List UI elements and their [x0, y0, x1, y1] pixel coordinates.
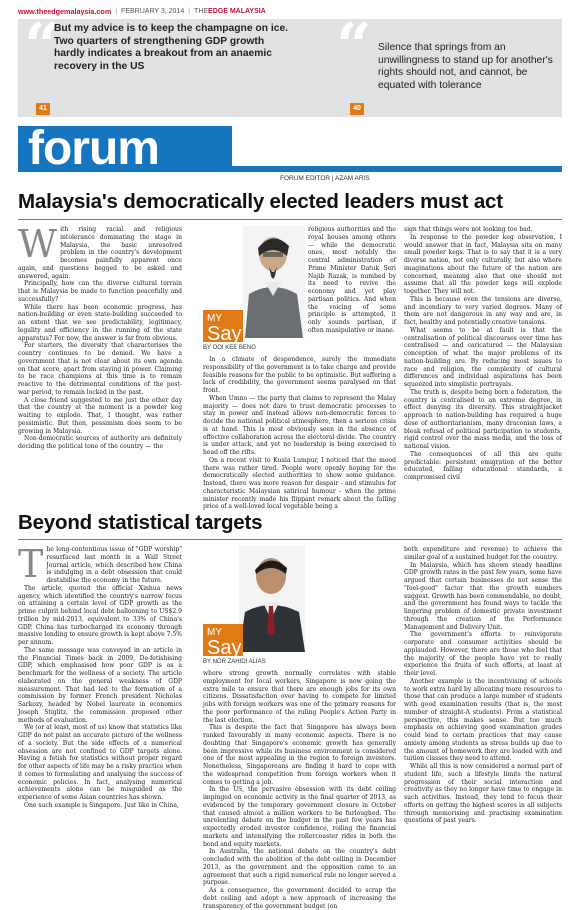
page-ref-41[interactable]: 41 — [36, 103, 50, 115]
forum-editor: FORUM EDITOR | AZAM ARIS — [280, 175, 370, 182]
pull-quote-1: But my advice is to keep the champagne on ice. Two quarters of strengthening GDP growth hardly indicates a breakout from an anaemic recovery in the US — [54, 23, 289, 72]
drop-cap: W — [18, 222, 58, 266]
quote-mark-icon: “ — [24, 9, 60, 82]
headline-rule — [18, 219, 562, 220]
article-1-col-2-bottom: In a climate of despondence, surely the immediate responsibility of the government is to take charge and provide feasible reasons for the public to be optimistic. But suffering a lack of credibility, the government seems paralysed on that front. When Umno — the party that claims to represent the Malay majority — does not dare to trust democratic processes to stay in power and instead allows non-democratic forces to decide the national political atmosphere, then a serious crisis is at hand. This is most obviously seen in the absence of effective collaboration across the electoral divide. The country is under attack, and yet no leadership is being exercised to head off the rifts. On a recent visit to Kuala Lumpur, I noticed that the mood there was rather tired. People were openly hoping for the democratically elected authorities to show some guidance. Instead, there was more reason for despair - and stimulus for characteristic Malaysian satirical humour - when the prime minister recently made his flippant remark about the falling price of a well-loved local vegetable being a — [203, 356, 396, 511]
article-1-col-2-top: religious authorities and the royal houses among others — while the democratic ones, most notably the central administration of Prime Minister Datuk Seri Najib Razak, is numbed by its need to revive the economy and yet play partisan politics. And when the voicing of some principle is attempted, it only sounds partisan, if often manipulative or inane. — [308, 226, 396, 334]
divider: | — [188, 7, 191, 15]
article-1-col-3: sign that things were not looking too bad. In response to the powder keg observation, I would answer that in fact, Malaysia sits on many small powder kegs. That is to say that it is a very diverse nation, not only culturally, but also where imaginations about the future of the nation are concerned, meaning also that one should not assume that all the powder kegs will explode together. They will not. This is because even the tensions are diverse, and incendiary to very varied degrees. Many of them are not dangerous in any way and are, in fact, healthy and potentially creative tensions. What seems to be at fault is that the centralisation of political discourses over time has centralised — and caricatured — the Malaysian conception of what the major problems of its nation-building are. By reducing most issues to race and religion, the complexity of cultural differences and individual aspirations has been squeezed into simplistic portrayals. The truth is, despite being born a federation, the country is centralised to an extreme degree, in effect denying its diversity. This straightjacket approach to nation-building has required a huge dose of authoritarianism, many draconian laws, a bleak refusal of political participation to students, rigid control over the mass media, and the loss of national vision. The consequences of all this are quite predictable: persistent emigration of the better educated, falling educational standards, a compromised civil — [404, 226, 562, 481]
article-2-col-2: where strong growth normally correlates with stable employment for local workers, Singapore is now going the extra mile to ensure that there are enough jobs for its own citizens. Dissatisfaction over having to compete for limited jobs with foreign workers was one of the primary reasons for the poor performance of the ruling People's Action Party in the last election. This is despite the fact that Singapore has always been ranked favourably in many economic aspects. There is no doubting that Singapore's economic growth has generally been impressive while its business environment is considered one of the most appealing in the region to foreign investors. Nonetheless, Singaporeans are finding it hard to cope with the widespread competition from foreign workers when it comes to getting a job. In the US, the pervasive obsession with its debt ceiling impinged on economic activity in the final quarter of 2013, as evidenced by the temporary government closure in October that caused almost a million workers to be furloughed. The unrelenting debate on the budget in the past few years has expectedly eroded investor confidence, roiling the financial markets and intensifying the rollercoaster rides in both the bond and equity markets. In Australia, the national debate on the country's debt concluded with the abolition of the debt ceiling in December 2013, as the government and the opposition came to an agreement that such a rigid numerical rule no longer served a purpose. As a consequence, the government decided to scrap the debt ceiling and adopt a new approach of increasing the transparency of the government budget (on — [203, 670, 396, 910]
article-1-headline: Malaysia's democratically elected leaders must act — [18, 190, 503, 213]
byline: BY OOI KEE BENG — [203, 345, 256, 351]
my-say-badge: MY Say — [203, 624, 243, 656]
site-url[interactable]: www.theedgemalaysia.com — [18, 6, 112, 16]
article-1-body — [18, 222, 562, 511]
publication-name: THEEDGE MALAYSIA — [194, 7, 266, 15]
issue-date: FEBRUARY 3, 2014 — [121, 7, 185, 15]
drop-cap: T — [18, 542, 44, 586]
article-2-headline: Beyond statistical targets — [18, 511, 263, 534]
my-say-badge: MY Say — [203, 310, 243, 342]
section-banner-rule — [232, 166, 562, 172]
section-title: forum — [28, 122, 159, 175]
section-banner — [18, 122, 562, 182]
article-1-col-1: With rising racial and religious intolerance dominating the stage in Malaysia, the basic unresolved problem in the country's development becomes painfully apparent once again, and questions begged to be asked and answered, again. Principally, how can the diverse cultural terrain that is Malaysia be made to function peacefully and successfully? While there has been economic progress, has nation-building or even state-building succeeded to an extent that we see predictability, legitimacy, legality and efficiency in the running of the state apparatus? For now, the answer is far from obvious. For starters, the diversity that characterises the country continues to be denied. We have a government that is not clear about its own agenda on that score, apart from staying in power. Claiming to be race champions at this time is to remain reactive to the detrimental conditions of the post-war period, to remain locked in the past. A close friend suggested to me just the other day that the country at the moment is a powder keg waiting to explode. That, I thought, was rather pessimistic. But then, pessimism does seem to be growing in Malaysia. Non-democratic sources of authority are definitely deciding the political tone of the country — the — [18, 222, 182, 450]
headline-rule — [18, 539, 562, 540]
article-2-col-3: both expenditure and revenue) to achieve the similar goal of a sustained budget for the country. In Malaysia, which has shown steady headline GDP growth rates in the past few years, some have argued that certain businesses do not sense the "feel-good" factor that the growth numbers suggest. Growth has been commendable, no doubt, and the government has found ways to tackle the lingering problem of domestic private investment through the creation of the Performance Management and Delivery Unit. The government's efforts to reinvigorate corporate and consumer activities should be applauded. However, there are those who feel that the majority of the people have yet to really experience the fruits of such efforts, at least at their level. Another example is the incentivising of schools to work extra hard by allocating more resources to those that can produce a large number of students with good examination results (that is, the most number of straight-A students). From a statistical perspective, this makes sense. But too much emphasis on achieving good examination grades could lead to certain practices that may cause anxiety among students as stress builds up due to the amount of homework they are loaded with and tuition classes they need to attend. While all this is now considered a normal part of student life, such a lifestyle limits the natural progression of their social interaction and creativity as they no longer have time to engage in such activities. Instead, they tend to focus their efforts on getting the highest scores in all subjects through memorising and practising examination questions of past years. — [404, 546, 562, 825]
byline: BY NOR ZAHIDI ALIAS — [203, 659, 266, 665]
article-2-col-1: The long-contentious issue of "GDP worship" resurfaced last month in a Wall Street Journal article, which described how China is indulging in a debt obsession that could destabilise the economy in the future. The article, quoted the official Xinhua news agency, which identified the country's narrow focus on attaining a certain level of GDP growth as the prime culprit behind local debt ballooning to US$2.9 trillion by mid-2013, equivalent to 33% of China's GDP. China has turbocharged its economy through massive lending to ensure growth is kept above 7.5% per annum. The same message was conveyed in an article in the Financial Times back in 2009, De-fetishising GDP, which emphasised how poor GDP is as a benchmark for the wellness of a society. The article elaborated on the general weakness of GDP measurement. That had led to the formation of a commission by former French president Nicholas Sarkozy, headed by Nobel laureate in economics Joseph Stiglitz, the commission proposed other methods of evaluation. We (or at least, most of us) know that statistics like GDP do not paint an accurate picture of the wellness of a society. But the side effects of a numerical obsession are not confined to GDP targets alone. Having a fetish for statistics without proper regard for other aspects of life may be a risky practice when it comes to formulating and analysing the success of economic policies. In fact, analysing numerical achievements alone can be misguided as the experience of some Asian countries has shown. One such example is Singapore. Just like in China, — [18, 542, 182, 809]
pull-quote-2: Silence that springs from an unwillingness to stand up for another's rights should not, and cannot, be equated with tolerance — [378, 42, 553, 91]
article-2-body — [18, 542, 562, 910]
divider: | — [115, 7, 118, 15]
page-ref-40[interactable]: 40 — [350, 103, 364, 115]
quote-mark-icon: “ — [336, 9, 372, 82]
page-header — [18, 4, 562, 18]
